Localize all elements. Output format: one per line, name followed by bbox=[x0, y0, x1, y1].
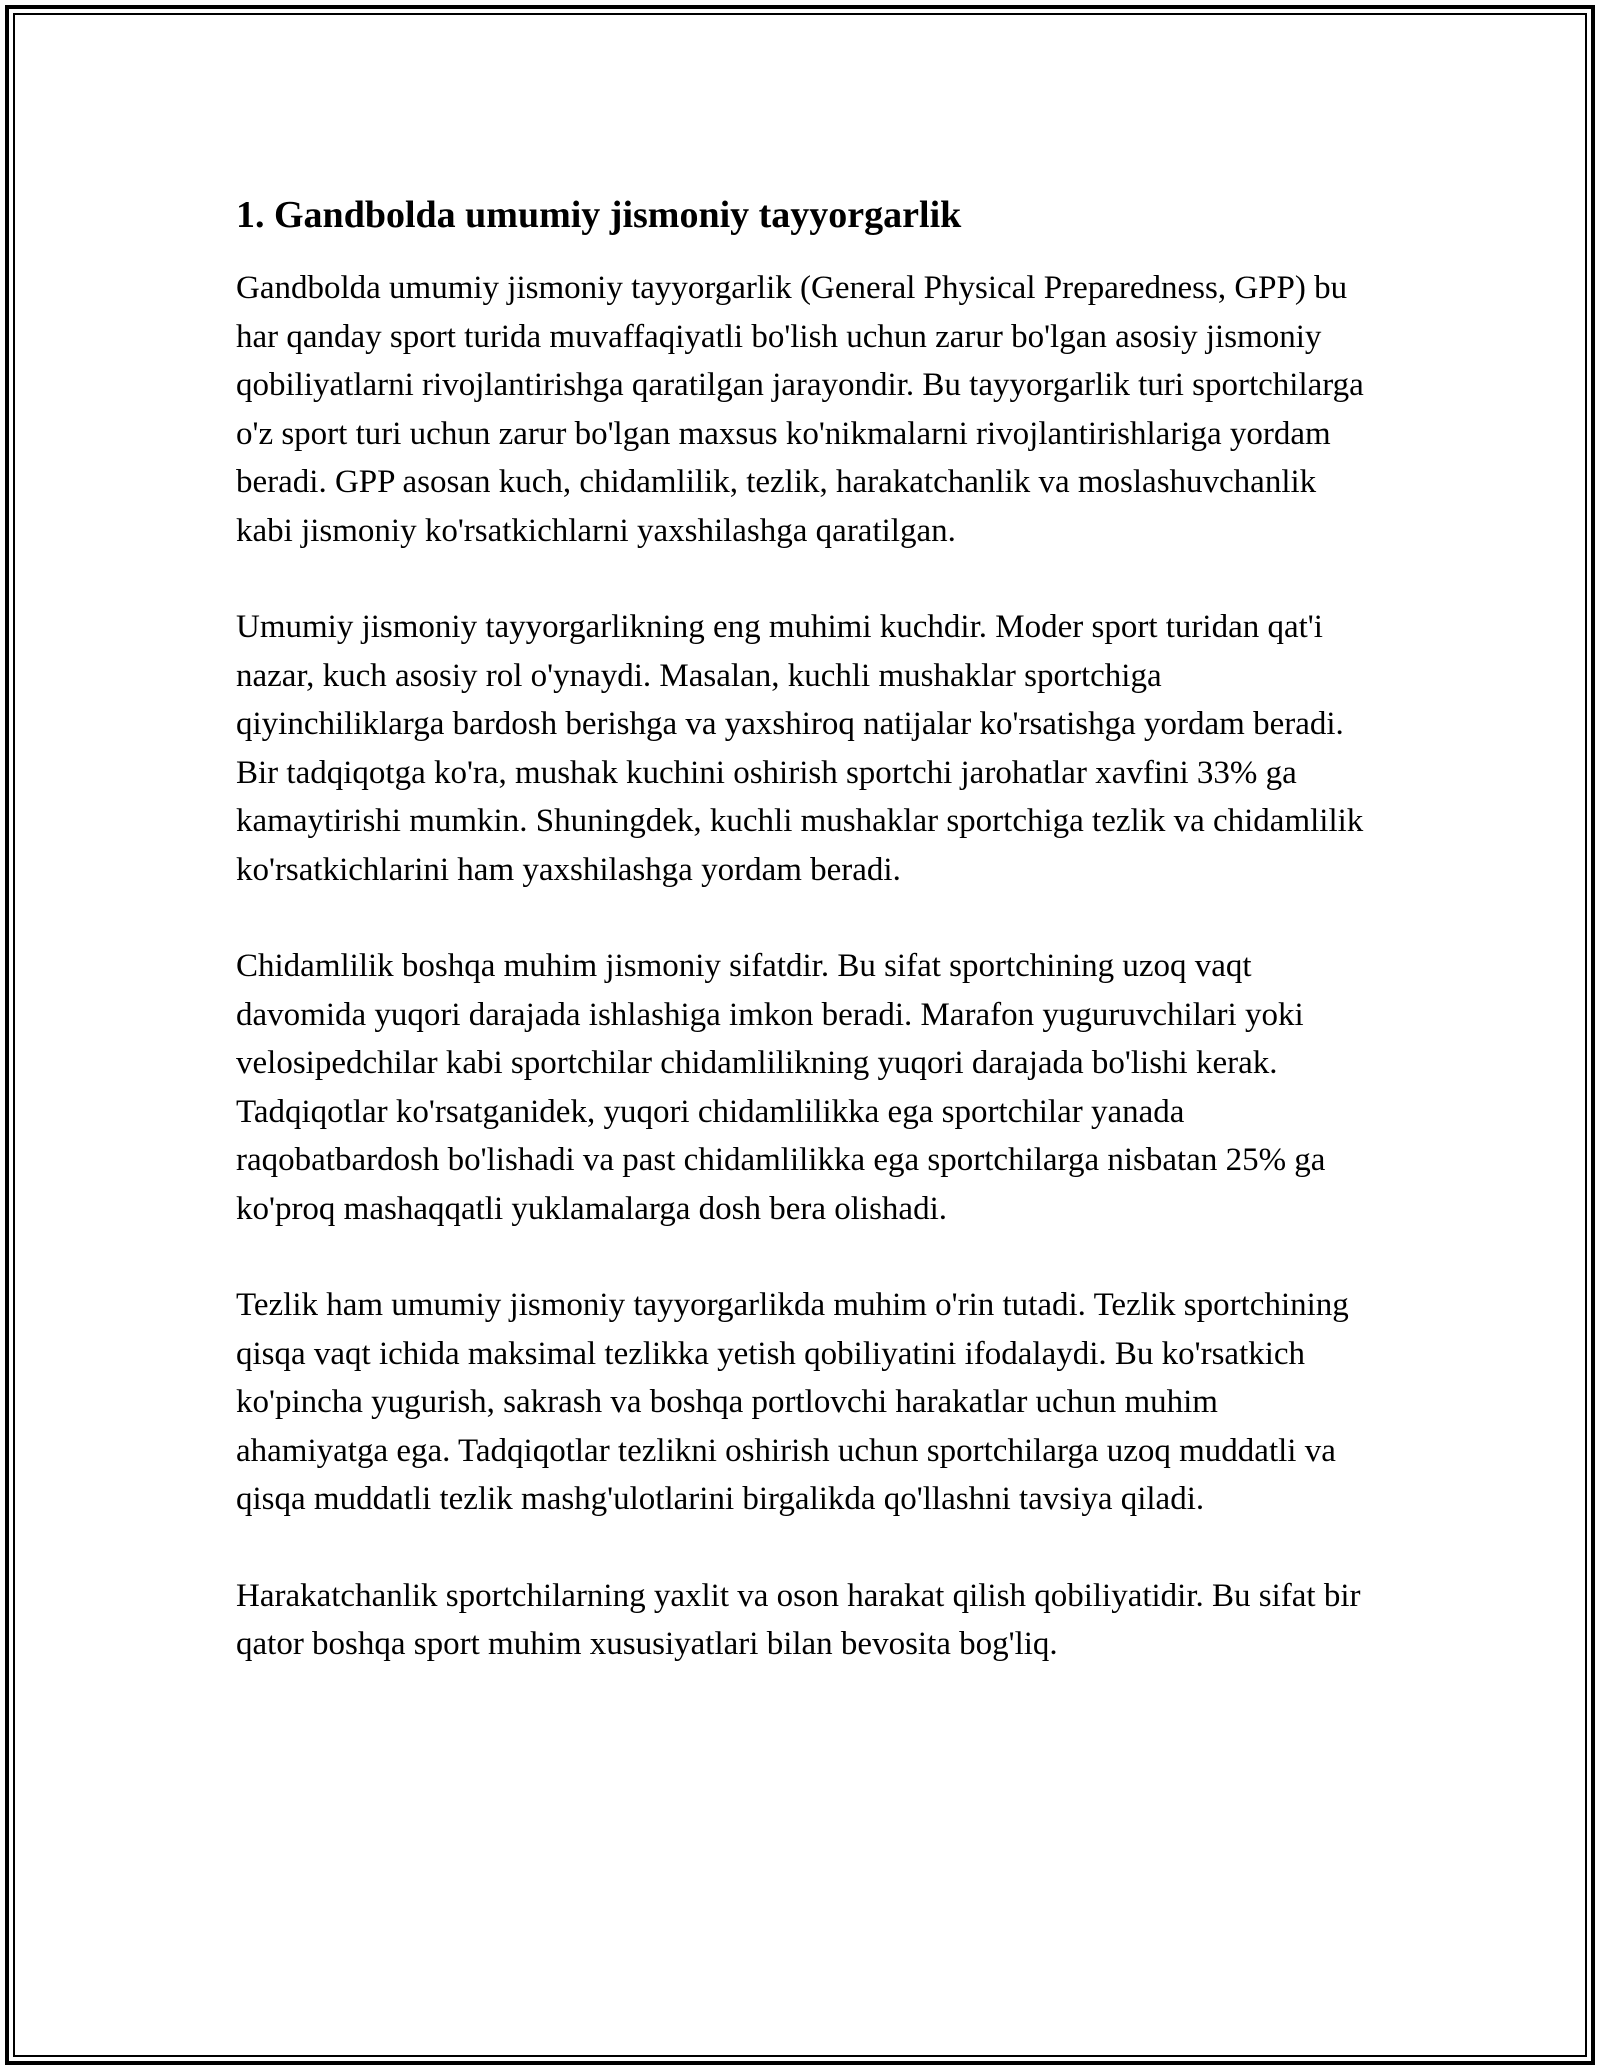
paragraph-speed: Tezlik ham umumiy jismoniy tayyorgarlikda muhim o'rin tutadi. Tezlik sportchining qisqa vaqt ichida maksimal tezlikka yetish qobiliyatini ifodalaydi. Bu ko'rsatkich ko'pincha yugurish, sakrash va boshqa portlovchi harakatlar uchun muhim ahamiyatga ega. Tadqiqotlar tezlikni oshirish uchun sportchilarga uzoq muddatli va qisqa muddatli tezlik mashg'ulotlarini birgalikda qo'llashni tavsiya qiladi. bbox=[236, 1287, 1349, 1517]
paragraph-strength: Umumiy jismoniy tayyorgarlikning eng muhimi kuchdir. Moder sport turidan qat'i nazar, kuch asosiy rol o'ynaydi. Masalan, kuchli mushaklar sportchiga qiyinchiliklarga bardosh berishga va yaxshiroq natijalar ko'rsatishga yordam beradi. Bir tadqiqotga ko'ra, mushak kuchini oshirish sportchi jarohatlar xavfini 33% ga kamaytirishi mumkin. Shuningdek, kuchli mushaklar sportchiga tezlik va chidamlilik ko'rsatkichlarini ham yaxshilashga yordam beradi. bbox=[236, 609, 1364, 888]
paragraph-agility: Harakatchanlik sportchilarning yaxlit va oson harakat qilish qobiliyatidir. Bu sifat bir qator boshqa sport muhim xususiyatlari bilan bevosita bog'liq. bbox=[236, 1577, 1361, 1662]
section-heading: 1. Gandbolda umumiy jismoniy tayyorgarlik bbox=[236, 194, 962, 236]
paragraph-endurance: Chidamlilik boshqa muhim jismoniy sifatdir. Bu sifat sportchining uzoq vaqt davomida yuqori darajada ishlashiga imkon beradi. Marafon yuguruvchilari yoki velosipedchilar kabi sportchilar chidamlilikning yuqori darajada bo'lishi kerak. Tadqiqotlar ko'rsatganidek, yuqori chidamlilikka ega sportchilar yanada raqobatbardosh bo'lishadi va past chidamlilikka ega sportchilarga nisbatan 25% ga ko'proq mashaqqatli yuklamalarga dosh bera olishadi. bbox=[236, 948, 1326, 1227]
paragraph-intro: Gandbolda umumiy jismoniy tayyorgarlik (General Physical Preparedness, GPP) bu har qanday sport turida muvaffaqiyatli bo'lish uchun zarur bo'lgan asosiy jismoniy qobiliyatlarni rivojlantirishga qaratilgan jarayondir. Bu tayyorgarlik turi sportchilarga o'z sport turi uchun zarur bo'lgan maxsus ko'nikmalarni rivojlantirishlariga yordam beradi. GPP asosan kuch, chidamlilik, tezlik, harakatchanlik va moslashuvchanlik kabi jismoniy ko'rsatkichlarni yaxshilashga qaratilgan. bbox=[236, 270, 1364, 549]
document-body bbox=[236, 184, 1376, 1717]
